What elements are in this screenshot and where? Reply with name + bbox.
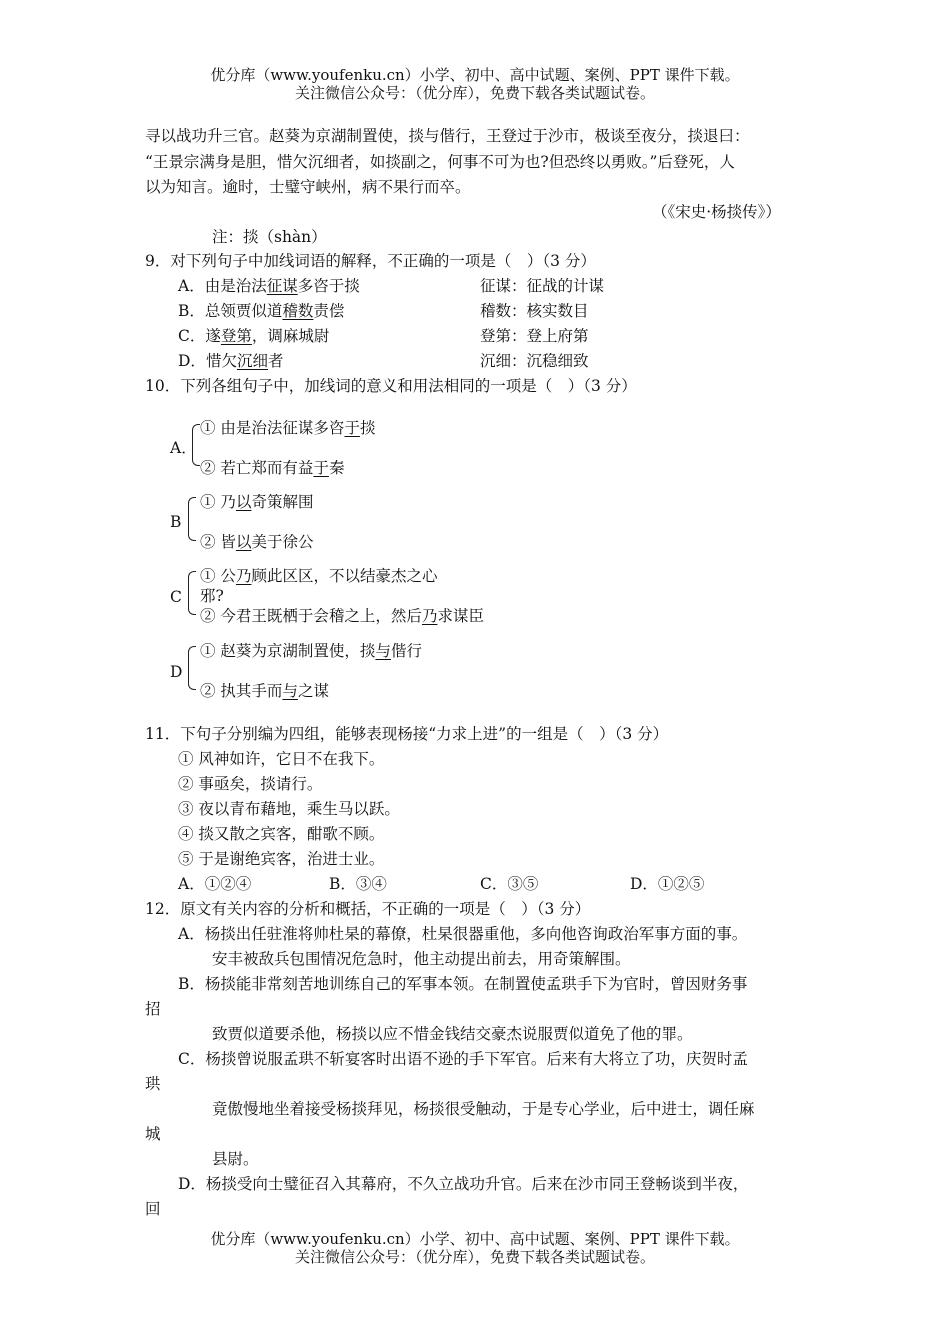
page-header <box>0 66 950 102</box>
q10-group-d-brace <box>188 646 196 690</box>
q9-gloss-d: 沉细：沉稳细致 <box>480 352 589 370</box>
q9-gloss-c: 登第：登上府第 <box>480 327 589 345</box>
header-line-1: 优分库（www.youfenku.cn）小学、初中、高中试题、案例、PPT 课件下载。 <box>210 66 740 84</box>
q10-group-a-label: A． <box>170 439 197 457</box>
q11-choice-a: A．①②④ <box>178 875 252 893</box>
passage-line-2: “王景宗满身是胆，惜欠沉细者，如掞副之，何事不可为也?但恐终以勇败。”后登死，人 <box>145 153 735 171</box>
footer-line-1: 优分库（www.youfenku.cn）小学、初中、高中试题、案例、PPT 课件下载。 <box>210 1230 740 1248</box>
header-line-2: 关注微信公众号：（优分库），免费下载各类试题试卷。 <box>294 84 655 102</box>
q10-group-c-sentence-2: ② 今君王既栖于会稽之上，然后乃求谋臣 <box>200 607 484 625</box>
q10-group-a-sentence-1: ① 由是治法征谋多咨于掞 <box>200 419 376 437</box>
q12-stem: 12．原文有关内容的分析和概括，不正确的一项是（ ）（3 分） <box>145 900 591 918</box>
q11-stem: 11．下句子分别编为四组，能够表现杨接“力求上进”的一组是（ ）（3 分） <box>145 725 669 743</box>
q12-option-b-line-1: B．杨掞能非常刻苦地训练自己的军事本领。在制置使孟珙手下为官时，曾因财务事 <box>178 975 748 993</box>
q11-item-3: ③ 夜以青布藉地，乘生马以跃。 <box>178 800 400 818</box>
q9-option-d: D．惜欠沉细者 <box>178 352 284 370</box>
q12-option-c-line-2: 竟傲慢地坐着接受杨掞拜见，杨掞很受触动，于是专心学业，后中进士，调任麻 <box>212 1100 755 1118</box>
passage-source: （《宋史·杨掞传》） <box>652 203 781 221</box>
q9-option-b: B．总领贾似道稽数责偿 <box>178 302 345 320</box>
q10-group-c-sentence-1: ① 公乃顾此区区，不以结豪杰之心 <box>200 567 438 585</box>
q11-item-5: ⑤ 于是谢绝宾客，治进士业。 <box>178 850 385 868</box>
q12-option-a-line-2: 安丰被敌兵包围情况危急时，他主动提出前去，用奇策解围。 <box>212 950 631 968</box>
page-footer <box>0 1230 950 1266</box>
q11-item-1: ① 风神如许，它日不在我下。 <box>178 750 385 768</box>
q12-option-c-wrap-2: 城 <box>145 1125 161 1143</box>
passage-line-3: 以为知言。逾时，士璧守峡州，病不果行而卒。 <box>145 178 471 196</box>
q9-stem: 9．对下列句子中加线词语的解释，不正确的一项是（ ）（3 分） <box>145 252 596 270</box>
q10-group-a-brace <box>192 424 200 466</box>
q12-option-c-line-3: 县尉。 <box>212 1150 259 1168</box>
q11-item-4: ④ 掞又散之宾客，酣歌不顾。 <box>178 825 385 843</box>
q12-option-d-wrap: 回 <box>145 1200 161 1218</box>
q12-option-b-line-2: 致贾似道要杀他，杨掞以应不惜金钱结交豪杰说服贾似道免了他的罪。 <box>212 1025 693 1043</box>
q10-group-c-sentence-1-cont: 邪? <box>200 587 224 605</box>
q11-choice-c: C．③⑤ <box>480 875 539 893</box>
q12-option-d-line-1: D．杨掞受向士璧征召入其幕府，不久立战功升官。后来在沙市同王登畅谈到半夜， <box>178 1175 749 1193</box>
passage-note: 注：掞（shàn） <box>212 228 327 246</box>
q10-group-c-label: C <box>170 588 182 606</box>
q10-group-b-sentence-1: ① 乃以奇策解围 <box>200 493 314 511</box>
q12-option-c-line-1: C．杨掞曾说服孟珙不斩宴客时出语不逊的手下军官。后来有大将立了功，庆贺时孟 <box>178 1050 748 1068</box>
q12-option-b-wrap: 招 <box>145 1000 161 1018</box>
q11-choice-b: B．③④ <box>329 875 387 893</box>
q9-option-c: C．遂登第，调麻城尉 <box>178 327 330 345</box>
q11-choice-d: D．①②⑤ <box>630 875 705 893</box>
q10-group-b-brace <box>188 497 196 541</box>
q10-group-d-label: D <box>170 663 183 681</box>
q10-stem: 10．下列各组句子中，加线词的意义和用法相同的一项是（ ）（3 分） <box>145 377 637 395</box>
q10-group-b-label: B <box>170 513 182 531</box>
passage-line-1: 寻以战功升三官。赵葵为京湖制置使，掞与偕行，王登过于沙市，极谈至夜分，掞退曰： <box>145 127 750 145</box>
q12-option-a-line-1: A．杨掞出任驻淮将帅杜杲的幕僚，杜杲很器重他，多向他咨询政治军事方面的事。 <box>178 925 748 943</box>
q11-item-2: ② 事亟矣，掞请行。 <box>178 775 323 793</box>
q9-gloss-a: 征谋：征战的计谋 <box>480 277 605 295</box>
q10-group-b-sentence-2: ② 皆以美于徐公 <box>200 533 314 551</box>
q10-group-d-sentence-2: ② 执其手而与之谋 <box>200 682 329 700</box>
q9-option-a: A．由是治法征谋多咨于掞 <box>178 277 360 295</box>
q10-group-a-sentence-2: ② 若亡郑而有益于秦 <box>200 459 345 477</box>
q12-option-c-wrap-1: 珙 <box>145 1075 161 1093</box>
q10-group-c-brace <box>188 571 196 615</box>
footer-line-2: 关注微信公众号：（优分库），免费下载各类试题试卷。 <box>294 1248 655 1266</box>
q10-group-d-sentence-1: ① 赵葵为京湖制置使，掞与偕行 <box>200 642 422 660</box>
q9-gloss-b: 稽数：核实数目 <box>480 302 589 320</box>
